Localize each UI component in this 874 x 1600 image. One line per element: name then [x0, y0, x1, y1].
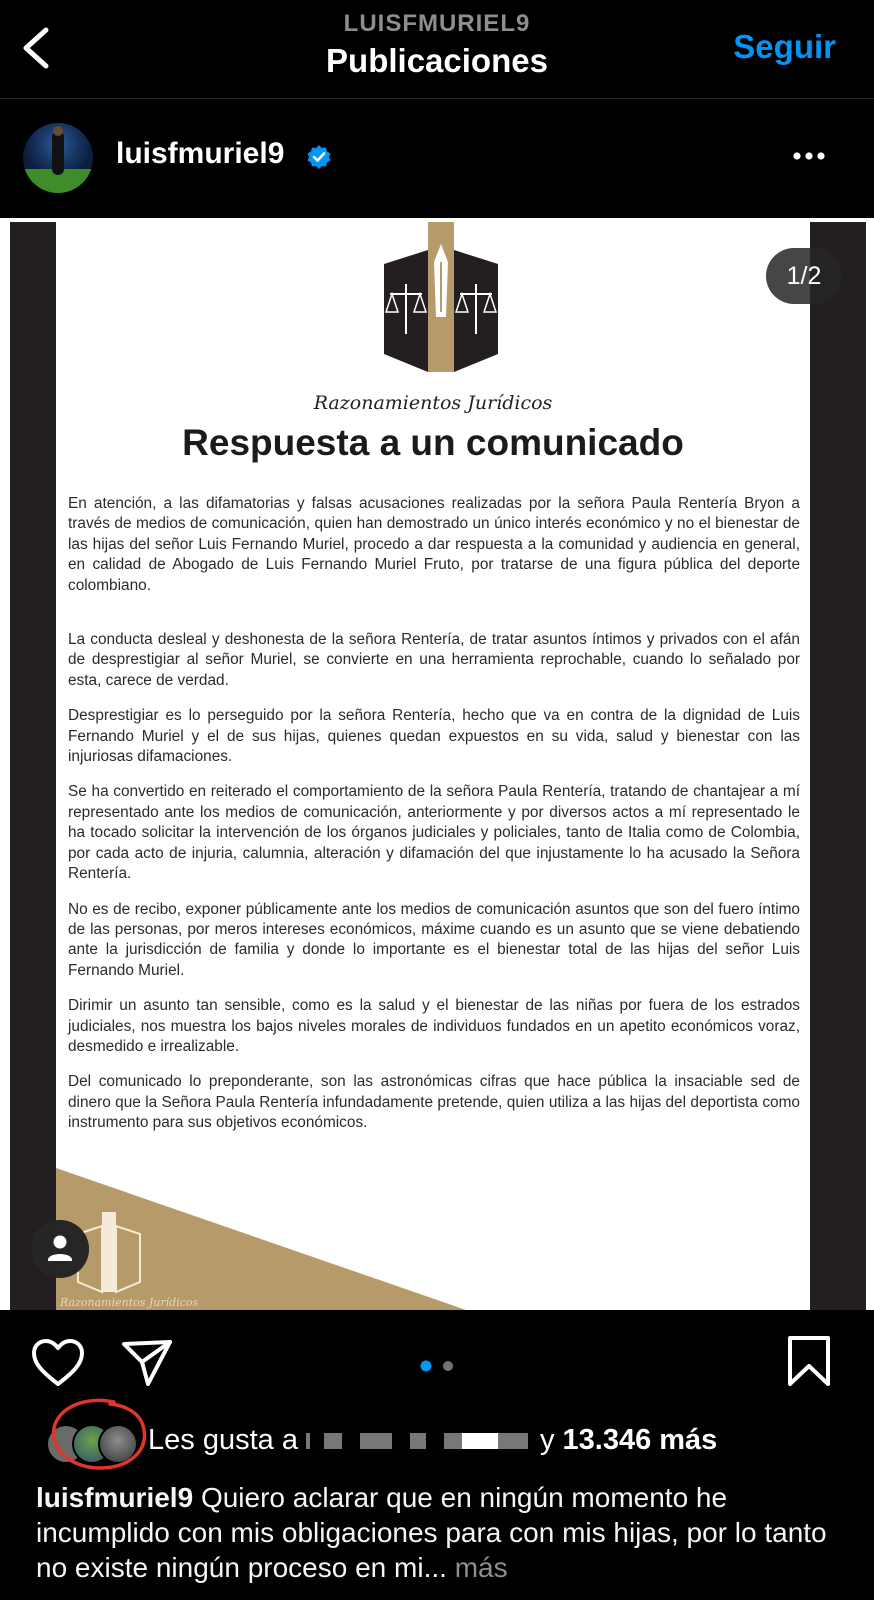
profile-avatar[interactable] — [23, 123, 93, 193]
verified-badge-icon — [306, 144, 332, 170]
likes-count[interactable]: 13.346 más — [562, 1424, 718, 1456]
gold-footer-band — [56, 1168, 810, 1310]
caption-more-link[interactable]: más — [454, 1552, 508, 1583]
post-header — [0, 99, 874, 217]
likes-connector: y — [539, 1424, 555, 1456]
post-caption — [36, 1480, 846, 1585]
logo-caption: Razonamientos Jurídicos — [313, 392, 553, 414]
post-image[interactable] — [0, 218, 874, 1310]
red-annotation-circle — [44, 1394, 152, 1476]
caption-username[interactable]: luisfmuriel9 — [36, 1482, 194, 1513]
image-border-right — [810, 222, 866, 1310]
top-nav-bar — [0, 0, 874, 99]
carousel-indicator — [418, 1360, 458, 1372]
likes-prefix: Les gusta a — [148, 1424, 298, 1456]
footer-logo-caption: Razonamientos Jurídicos — [60, 1296, 199, 1309]
law-firm-logo — [376, 222, 506, 388]
document-paragraph: No es de recibo, exponer públicamente ante los medios de comunicación asuntos que son del fuero íntimo de las personas, por meros intereses económicos, máxime cuando es un asunto que se viene debatiendo ante la jurisdicción de familia y donde lo importante es el bienestar total de las hijas del señor Luis Fernando Muriel. — [68, 900, 800, 979]
nav-username: LUISFMURIEL9 — [343, 10, 531, 37]
image-counter-badge: 1/2 — [766, 248, 842, 304]
follow-button[interactable]: Seguir — [733, 28, 836, 65]
user-tag-icon[interactable] — [31, 1220, 89, 1278]
legal-document — [56, 222, 810, 1310]
more-options-icon[interactable] — [792, 151, 826, 161]
document-body — [68, 494, 800, 1149]
caption-text: Quiero aclarar que en ningún momento he incumplido con mis obligaciones para con mis hijas, por lo tanto no existe ningún proceso en mi... — [36, 1482, 827, 1583]
page-title: Publicaciones — [326, 42, 548, 79]
document-paragraph: En atención, a las difamatorias y falsas acusaciones realizadas por la señora Paula Rentería Bryon a través de medios de comunicación, quien han demostrado un único interés económico y no el bienestar de las hijas del señor Luis Fernando Muriel, procedo a dar respuesta a la comunidad y audiencia en general, en calidad de Abogado de Luis Fernando Muriel Fruto, por tratarse de una figura pública del deporte colombiano. — [68, 495, 800, 594]
document-paragraph: Se ha convertido en reiterado el comportamiento de la señora Paula Rentería, tratando de chantajear a mí representado ante los medios de comunicación, anteriormente y por diversos actos a mí representado le ha tocado solicitar la intervención de los órganos judiciales y policiales, tanto de Italia como de Colombia, por cada acto de injuria, calumnia, alteración y difamación del que injustamente lo ha acusado la Señora Rentería. — [68, 783, 800, 883]
post-username[interactable]: luisfmuriel9 — [116, 137, 285, 170]
bookmark-icon[interactable] — [786, 1334, 832, 1388]
heart-icon[interactable] — [31, 1338, 85, 1388]
censored-username — [304, 1431, 532, 1451]
share-icon[interactable] — [120, 1338, 174, 1388]
likes-text — [148, 1424, 717, 1457]
document-paragraph: Dirimir un asunto tan sensible, como es la salud y el bienestar de las niñas por fuera de los estrados judiciales, nos muestra los bajos niveles morales de individuos fundados en un apetito económicos voraz, desmedido e irrealizable. — [68, 997, 800, 1055]
document-paragraph: Del comunicado lo preponderante, son las astronómicas cifras que hace pública la insaciable sed de dinero que la Señora Paula Rentería infundadamente pretende, quien utiliza a las hijas del deportista como instrumento para sus objetivos económicos. — [68, 1073, 800, 1132]
image-border-left — [10, 222, 56, 1310]
document-title: Respuesta a un comunicado — [182, 422, 684, 463]
document-paragraph: Desprestigiar es lo perseguido por la señora Rentería, hecho que va en contra de la dignidad de Luis Fernando Muriel y el de sus hijas, quienes quedan expuestos en su vida, salud y bienestar con las injuriosas difamaciones. — [68, 707, 800, 766]
document-paragraph: La conducta desleal y deshonesta de la señora Rentería, de tratar asuntos íntimos y privados con el afán de desprestigiar al señor Muriel, se convierte en una herramienta reprochable, cuando lo señalado por esta, carece de verdad. — [68, 631, 800, 689]
